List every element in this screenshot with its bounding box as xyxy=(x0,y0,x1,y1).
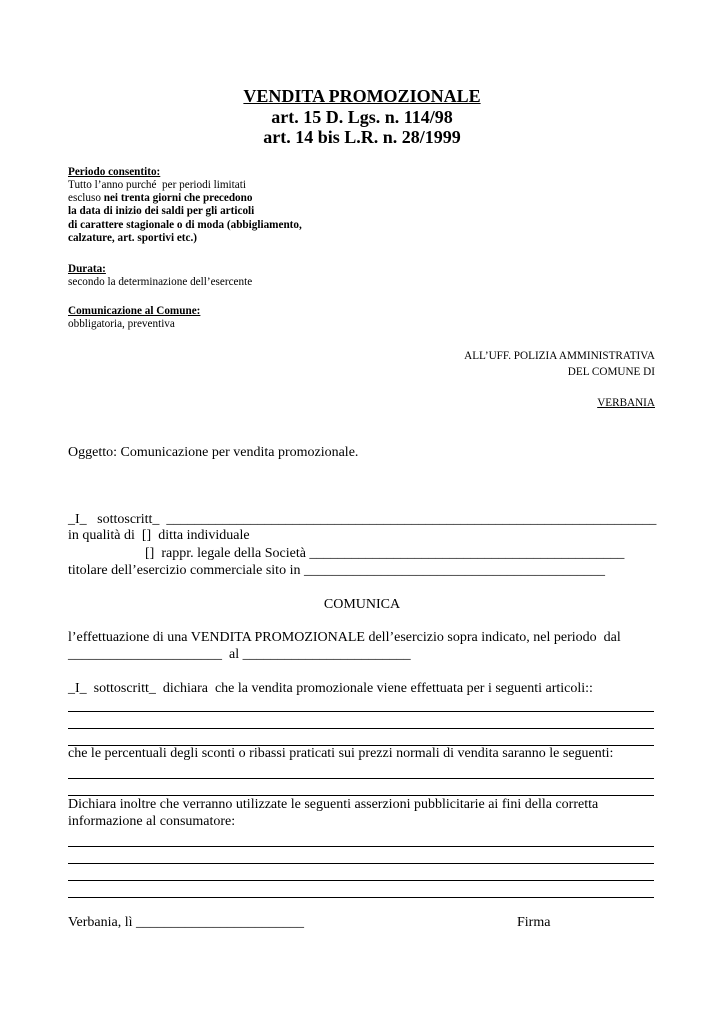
periodo-line-2: escluso nei trenta giorni che precedono xyxy=(68,192,253,204)
percentuali-text: che le percentuali degli sconti o ribassi praticati sui prezzi normali di vendita saranno le seguenti: xyxy=(68,746,614,761)
oggetto: Oggetto: Comunicazione per vendita promozionale. xyxy=(68,445,359,460)
asserzioni-line-4[interactable] xyxy=(68,897,654,898)
recipient-office: ALL’UFF. POLIZIA AMMINISTRATIVA xyxy=(464,350,655,362)
percentuali-line-1[interactable] xyxy=(68,778,654,779)
periodo-label: Periodo consentito: xyxy=(68,166,161,178)
articoli-line-2[interactable] xyxy=(68,728,654,729)
asserzioni-line-3[interactable] xyxy=(68,880,654,881)
qualita-ditta-option[interactable]: in qualità di [] ditta individuale xyxy=(68,528,250,543)
firma-label: Firma xyxy=(517,915,551,930)
asserzioni-line-2[interactable] xyxy=(68,863,654,864)
titolare-field[interactable]: titolare dell’esercizio commerciale sito in ___________________________________________ xyxy=(68,563,605,578)
luogo-data-field[interactable]: Verbania, lì ________________________ xyxy=(68,915,305,930)
comunica-heading: COMUNICA xyxy=(323,597,401,612)
asserzioni-text-1: Dichiara inoltre che verranno utilizzate le seguenti asserzioni pubblicitarie ai fini della corretta xyxy=(68,797,599,812)
articoli-line-1[interactable] xyxy=(68,711,654,712)
comunicazione-label: Comunicazione al Comune: xyxy=(68,305,201,317)
recipient-city: VERBANIA xyxy=(597,397,655,409)
durata-label: Durata: xyxy=(68,263,106,275)
rappr-legale-option[interactable]: [] rappr. legale della Società _____________________________________________ xyxy=(145,546,625,561)
periodo-line-5: calzature, art. sportivi etc.) xyxy=(68,232,198,244)
durata-text: secondo la determinazione dell’esercente xyxy=(68,276,253,288)
dichiara-articoli-text: _I_ sottoscritt_ dichiara che la vendita promozionale viene effettuata per i seguenti articoli:: xyxy=(68,681,593,696)
recipient-comune: DEL COMUNE DI xyxy=(567,366,655,378)
sottoscritto-field[interactable]: _I_ sottoscritt_ ______________________________________________________________________ xyxy=(68,512,657,527)
effettuazione-text: l’effettuazione di una VENDITA PROMOZIONALE dell’esercizio sopra indicato, nel periodo dal xyxy=(68,630,621,645)
law-reference-1: art. 15 D. Lgs. n. 114/98 xyxy=(271,107,453,127)
periodo-line-3: la data di inizio dei saldi per gli articoli xyxy=(68,205,255,217)
asserzioni-text-2: informazione al consumatore: xyxy=(68,814,236,829)
law-reference-2: art. 14 bis L.R. n. 28/1999 xyxy=(263,127,461,147)
periodo-dal-al-field[interactable]: ______________________ al ________________________ xyxy=(68,647,411,662)
periodo-line-4: di carattere stagionale o di moda (abbigliamento, xyxy=(68,219,302,231)
comunicazione-text: obbligatoria, preventiva xyxy=(68,318,175,330)
document-title: VENDITA PROMOZIONALE xyxy=(243,86,481,106)
asserzioni-line-1[interactable] xyxy=(68,846,654,847)
periodo-line-1: Tutto l’anno purché per periodi limitati xyxy=(68,179,246,191)
